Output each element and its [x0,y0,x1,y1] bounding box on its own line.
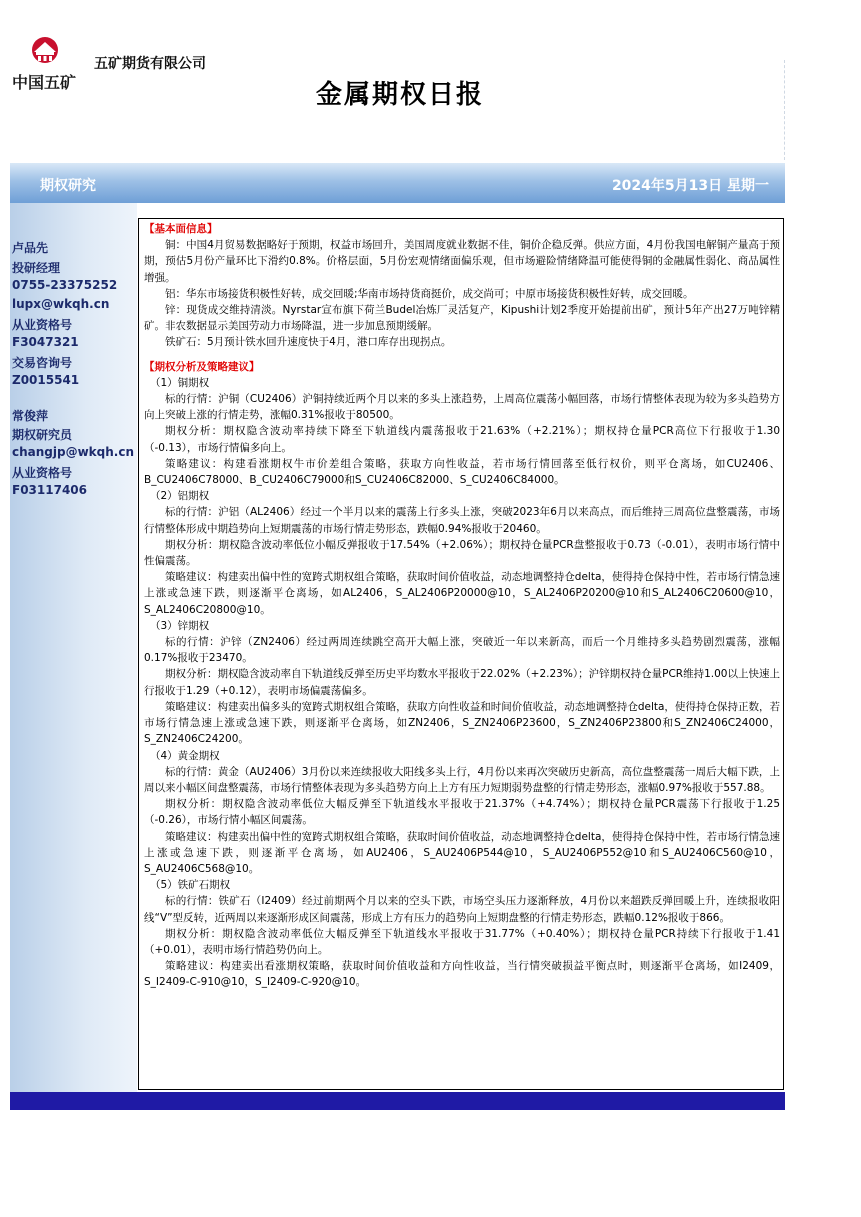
gold-options-analysis: 期权分析：期权隐含波动率低位大幅反弹至下轨道线水平报收于21.37%（+4.74%）；期权持仓量PCR震荡下行报收于1.25（-0.26），市场行情小幅区间震荡。 [144,798,780,827]
analyst-1-role: 投研经理 [12,261,61,275]
aluminum-options-heading: （2）铝期权 [150,490,210,503]
zinc-underlying-trend: 标的行情：沪锌（ZN2406）经过两周连续跳空高开大幅上涨，突破近一年以来新高，而后一个月维持多头趋势剧烈震荡，涨幅0.17%报收于23470。 [144,636,780,665]
banner-date: 2024年5月13日 星期一 [611,178,769,194]
aluminum-options-analysis: 期权分析：期权隐含波动率低位小幅反弹报收于17.54%（+2.06%）；期权持仓量PCR盘整报收于0.73（-0.01），表明市场行情中性偏震荡。 [144,538,780,568]
iron-ore-underlying-trend: 标的行情：铁矿石（I2409）经过前期两个月以来的空头下跌，市场空头压力逐渐释放，4月份以来超跌反弹回暖上升，连续报收阳线“V”型反转，近两周以来逐渐形成区间震荡，形成上方有压力的趋势向上短期盘整的行情走势形态，跌幅0.12%报收于866。 [144,895,780,924]
logo-text: 中国五矿 [12,73,77,92]
zinc-fundamentals: 锌：现货成交维持清淡。Nyrstar宣布旗下荷兰Budel冶炼厂灵活复产，Kipushi计划2季度开始提前出矿，预计5年产出27万吨锌精矿。非农数据显示美国劳动力市场降温，进一步加息预期缓解。 [144,304,780,333]
divider [784,60,785,160]
iron-ore-options-heading: （5）铁矿石期权 [150,879,231,892]
company-name: 五矿期货有限公司 [94,56,206,72]
aluminum-fundamentals: 铝：华东市场接货积极性好转，成交回暖;华南市场持货商挺价，成交尚可；中原市场接货积极性好转，成交回暖。 [165,287,694,300]
copper-underlying-trend: 标的行情：沪铜（CU2406）沪铜持续近两个月以来的多头上涨趋势，上周高位震荡小幅回落，市场行情整体表现为较为多头趋势方向上突破上涨的行情走势，涨幅0.31%报收于80500。 [144,393,780,422]
gold-underlying-trend: 标的行情：黄金（AU2406）3月份以来连续报收大阳线多头上行，4月份以来再次突破历史新高，高位盘整震荡一周后大幅下跌，上周以来小幅区间盘整震荡，市场行情整体表现为多头趋势方向上上方有压力短期弱势盘整的行情走势形态，涨幅0.97%报收于557.88。 [144,765,780,794]
analyst-1-cert: F3047321 [12,335,79,349]
analyst-1-phone: 0755-23375252 [12,278,118,292]
section-title-options-analysis: 【期权分析及策略建议】 [144,360,260,373]
report-title: 金属期权日报 [315,80,484,110]
copper-strategy: 策略建议：构建看涨期权牛市价差组合策略，获取方向性收益，若市场行情回落至低行权价，则平仓离场，如CU2406、B_CU2406C78000、B_CU2406C79000和S_CU2406C82000、S_CU2406C84000。 [144,457,780,487]
aluminum-strategy: 策略建议：构建卖出偏中性的宽跨式期权组合策略，获取时间价值收益，动态地调整持仓delta，使得持仓保持中性，若市场行情急速上涨或急速下跌，则逐渐平仓离场，如AL2406，S_AL2406P20000@10，S_AL2406P20200@10和S_AL2406C20600@10，S_AL2406C20800@10。 [144,571,780,616]
section-banner [10,163,785,203]
footer-bar [10,1092,785,1110]
analyst-1-email[interactable]: lupx@wkqh.cn [12,297,110,311]
copper-options-analysis: 期权分析：期权隐含波动率持续下降至下轨道线内震荡报收于21.63%（+2.21%）；期权持仓量PCR高位下行报收于1.30（-0.13），市场行情偏多向上。 [144,425,780,454]
analyst-1-name: 卢品先 [12,241,49,255]
zinc-strategy: 策略建议：构建卖出偏多头的宽跨式期权组合策略，获取方向性收益和时间价值收益，动态地调整持仓delta，使得持仓保持正数，若市场行情急速上涨或急速下跌，则逐渐平仓离场，如ZN2406，S_ZN2406P23600，S_ZN2406P23800和S_ZN2406C24000，S_ZN2406C24200。 [144,700,780,746]
analyst-2-cert-label: 从业资格号 [12,466,73,480]
spacer [144,351,780,359]
iron-ore-fundamentals: 铁矿石：5月预计铁水回升速度快于4月，港口库存出现拐点。 [165,336,452,349]
gold-strategy: 策略建议：构建卖出偏中性的宽跨式期权组合策略，获取时间价值收益，动态地调整持仓delta，使得持仓保持中性，若市场行情急速上涨或急速下跌，则逐渐平仓离场，如AU2406，S_AU2406P544@10，S_AU2406P552@10和S_AU2406C560@10，S_AU2406C568@10。 [144,830,780,875]
banner-section-label: 期权研究 [40,178,96,194]
author-sidebar [10,203,137,1093]
analyst-1-cert-label: 从业资格号 [12,318,73,332]
zinc-options-heading: （3）锌期权 [150,619,210,632]
gold-options-heading: （4）黄金期权 [150,749,220,762]
section-title-fundamentals: 【基本面信息】 [144,223,218,235]
analyst-2-cert: F03117406 [12,483,87,497]
iron-ore-strategy: 策略建议：构建卖出看涨期权策略，获取时间价值收益和方向性收益，当行情突破损益平衡点时，则逐渐平仓离场，如I2409，S_I2409-C-910@10，S_I2409-C-920@10。 [144,960,780,989]
analyst-2-name: 常俊萍 [12,409,49,423]
analyst-1-consult: Z0015541 [12,373,80,387]
iron-ore-options-analysis: 期权分析：期权隐含波动率低位大幅反弹至下轨道线水平报收于31.77%（+0.40%）；期权持仓量PCR持续下行报收于1.41（+0.01），表明市场行情趋势仍向上。 [144,927,780,956]
report-content [138,218,784,1090]
copper-options-heading: （1）铜期权 [150,376,210,389]
copper-fundamentals: 铜：中国4月贸易数据略好于预期，权益市场回升，美国周度就业数据不佳，铜价企稳反弹。供应方面，4月份我国电解铜产量高于预期，预估5月份产量环比下滑约0.8%。价格层面，5月份宏观情绪面偏乐观，但市场避险情绪降温可能使得铜的金融属性弱化、商品属性增强。 [144,239,780,284]
aluminum-underlying-trend: 标的行情：沪铝（AL2406）经过一个半月以来的震荡上行多头上涨，突破2023年6月以来高点，而后维持三周高位盘整震荡，市场行情整体形成中期趋势向上短期震荡的市场行情走势形态，跌幅0.94%报收于20460。 [144,506,780,535]
zinc-options-analysis: 期权分析：期权隐含波动率自下轨道线反弹至历史平均数水平报收于22.02%（+2.23%）；沪锌期权持仓量PCR维持1.00以上快速上行报收于1.29（+0.12），表明市场偏震荡偏多。 [144,668,780,697]
analyst-2-email[interactable]: changjp@wkqh.cn [12,445,135,459]
analyst-1-consult-label: 交易咨询号 [12,356,73,370]
analyst-2-role: 期权研究员 [12,428,73,442]
